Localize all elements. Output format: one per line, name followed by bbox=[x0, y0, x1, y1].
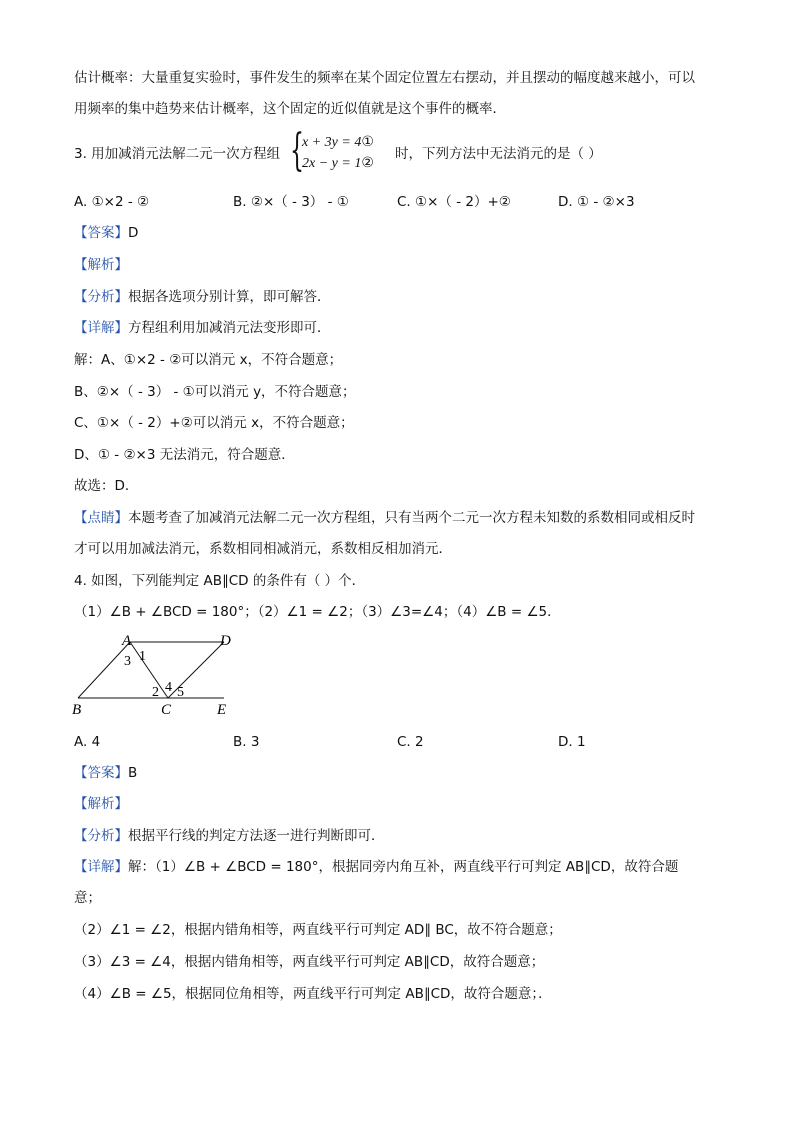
label-c: C bbox=[161, 702, 172, 718]
q3-solution-d: D、① - ②×3 无法消元，符合题意． bbox=[74, 447, 295, 463]
q3-option-a: A. ①×2 - ② bbox=[74, 194, 150, 210]
q4-option-b: B. 3 bbox=[233, 734, 260, 750]
q3-choose: 故选：D． bbox=[74, 478, 139, 494]
q3-solution-b: B、②×（ - 3） - ①可以消元 y，不符合题意； bbox=[74, 384, 356, 400]
q3-fenxi: 【分析】根据各选项分别计算，即可解答． bbox=[74, 289, 331, 305]
q3-stem-prefix: 3. 用加减消元法解二元一次方程组 bbox=[74, 146, 281, 162]
q4-option-a: A. 4 bbox=[74, 734, 101, 750]
label-e: E bbox=[217, 702, 227, 718]
q3-stem-suffix: 时，下列方法中无法消元的是（ ） bbox=[395, 146, 602, 162]
label-b: B bbox=[72, 702, 82, 718]
equation-2: 2x − y = 1② bbox=[302, 155, 374, 171]
label-d: D bbox=[220, 633, 231, 649]
equation-1: x + 3y = 4① bbox=[302, 134, 374, 150]
intro-line-1: 估计概率：大量重复实验时，事件发生的频率在某个固定位置左右摆动，并且摆动的幅度越来越小，可以 bbox=[74, 70, 695, 86]
equation-system bbox=[290, 125, 390, 176]
brace-icon: { bbox=[290, 125, 304, 176]
q4-detail-2: （2）∠1 = ∠2，根据内错角相等，两直线平行可判定 AD∥ BC，故不符合题意； bbox=[74, 922, 562, 938]
angle-label-5: 5 bbox=[177, 685, 184, 700]
angle-label-1: 1 bbox=[139, 649, 146, 664]
parallelogram-figure bbox=[70, 628, 250, 720]
label-a: A bbox=[122, 633, 132, 649]
q4-detail-3: （3）∠3 = ∠4，根据内错角相等，两直线平行可判定 AB∥CD，故符合题意； bbox=[74, 954, 545, 970]
q4-xiangjie-1: 【详解】解：（1）∠B + ∠BCD = 180°，根据同旁内角互补，两直线平行可判定 AB∥CD，故符合题 bbox=[74, 859, 679, 875]
q3-xiangjie: 【详解】方程组利用加减消元法变形即可． bbox=[74, 320, 331, 336]
q4-stem: 4. 如图，下列能判定 AB∥CD 的条件有（ ）个． bbox=[74, 573, 366, 589]
q4-option-d: D. 1 bbox=[558, 734, 586, 750]
q4-xiangjie-1b: 意； bbox=[74, 890, 101, 906]
q3-solution-a: 解：A、①×2 - ②可以消元 x，不符合题意； bbox=[74, 352, 343, 368]
q4-detail-4: （4）∠B = ∠5，根据同位角相等，两直线平行可判定 AB∥CD，故符合题意；． bbox=[74, 986, 552, 1002]
q3-answer: 【答案】D bbox=[74, 225, 139, 241]
q3-dianjing-2: 才可以用加减法消元，系数相同相减消元，系数相反相加消元． bbox=[74, 541, 452, 557]
intro-line-2: 用频率的集中趋势来估计概率，这个固定的近似值就是这个事件的概率． bbox=[74, 101, 506, 117]
angle-label-4: 4 bbox=[165, 680, 172, 695]
q4-conditions: （1）∠B + ∠BCD = 180°；（2）∠1 = ∠2；（3）∠3=∠4；（4）∠B = ∠5． bbox=[74, 604, 561, 620]
q3-option-b: B. ②×（ - 3） - ① bbox=[233, 194, 349, 210]
q4-answer: 【答案】B bbox=[74, 765, 138, 781]
q4-fenxi: 【分析】根据平行线的判定方法逐一进行判断即可． bbox=[74, 828, 385, 844]
angle-label-3: 3 bbox=[124, 654, 131, 669]
segment-ab bbox=[78, 642, 130, 698]
segment-ac bbox=[130, 642, 168, 698]
angle-label-2: 2 bbox=[152, 685, 159, 700]
q4-option-c: C. 2 bbox=[397, 734, 424, 750]
q3-analysis-tag: 【解析】 bbox=[74, 257, 128, 273]
q4-analysis-tag: 【解析】 bbox=[74, 796, 128, 812]
q3-option-c: C. ①×（ - 2）+② bbox=[397, 194, 511, 210]
q3-solution-c: C、①×（ - 2）+②可以消元 x，不符合题意； bbox=[74, 415, 354, 431]
q3-option-d: D. ① - ②×3 bbox=[558, 194, 635, 210]
q3-dianjing-1: 【点睛】本题考查了加减消元法解二元一次方程组，只有当两个二元一次方程未知数的系数相同或相反时 bbox=[74, 510, 695, 526]
